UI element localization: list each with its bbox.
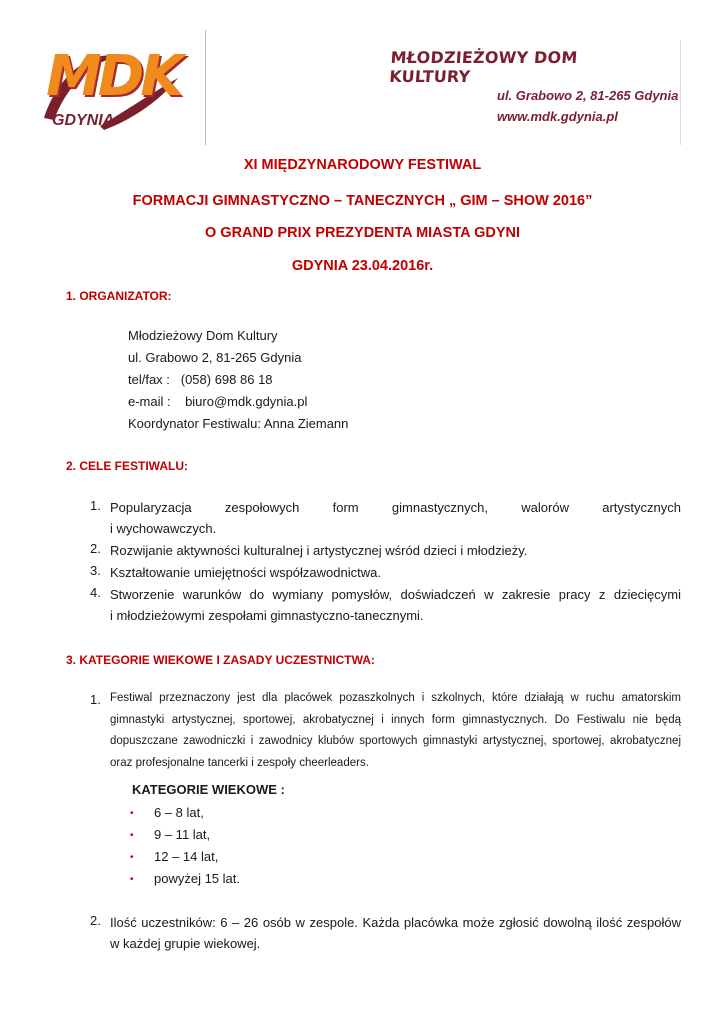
bullet-icon: • <box>130 830 134 841</box>
festival-grand-prix: O GRAND PRIX PREZYDENTA MIASTA GDYNI <box>205 225 520 241</box>
organizer-contact-block <box>128 325 348 435</box>
festival-subtitle: FORMACJI GIMNASTYCZNO – TANECZNYCH „ GIM – SHOW 2016” <box>132 193 593 209</box>
goal-item: Rozwijanie aktywności kulturalnej i artystycznej wśród dzieci i młodzieży. <box>110 543 528 558</box>
header-divider <box>205 30 206 145</box>
goal-number: 4. <box>90 585 101 600</box>
rule-number: 1. <box>90 692 101 707</box>
organizer-email: e-mail : biuro@mdk.gdynia.pl <box>128 394 308 409</box>
institution-address: ul. Grabowo 2, 81-265 Gdynia <box>497 88 679 103</box>
goal-item: Kształtowanie umiejętności współzawodnictwa. <box>110 565 381 580</box>
organizer-coordinator: Koordynator Festiwalu: Anna Ziemann <box>128 416 349 431</box>
organizer-address: ul. Grabowo 2, 81-265 Gdynia <box>128 350 302 365</box>
age-category-item: • 12 – 14 lat, <box>130 849 219 864</box>
header-right-divider <box>680 40 681 145</box>
rule-eligibility: Festiwal przeznaczony jest dla placówek pozaszkolnych i szkolnych, które działają w ruchu amatorskim gimnastyki artystycznej, sportowej, akrobatycznej i innych form gimnastycznych. Do Festiwalu nie będą dopuszczane zawodniczki i zawodnicy klubów sportowych gimnastyki artystycznej, sportowej, akrobatycznej oraz profesjonalne tancerki i zespoły cheerleaders. <box>110 692 681 769</box>
bullet-icon: • <box>130 852 134 863</box>
bullet-icon: • <box>130 808 134 819</box>
goal-number: 2. <box>90 541 101 556</box>
bullet-icon: • <box>130 874 134 885</box>
festival-date: GDYNIA 23.04.2016r. <box>291 258 434 274</box>
section-goals-heading: 2. CELE FESTIWALU: <box>66 459 189 473</box>
age-category-item: • 9 – 11 lat, <box>130 827 211 842</box>
rule-number: 2. <box>90 913 101 928</box>
logo-gdynia-text: GDYNIA <box>52 112 115 129</box>
age-category-item: • 6 – 8 lat, <box>130 805 204 820</box>
mdk-logo <box>40 36 180 136</box>
age-categories-heading: KATEGORIE WIEKOWE : <box>132 782 285 797</box>
organizer-name: Młodzieżowy Dom Kultury <box>128 328 278 343</box>
goal-item: Popularyzacja zespołowych form gimnastycznych, walorów artystycznych i wychowawczych. <box>110 500 681 536</box>
rule-participants: Ilość uczestników: 6 – 26 osób w zespole. Każda placówka może zgłosić dowolną ilość zespołów w każdej grupie wiekowej. <box>110 915 681 951</box>
festival-title: XI MIĘDZYNARODOWY FESTIWAL <box>243 157 482 173</box>
goal-item: Stworzenie warunków do wymiany pomysłów, doświadczeń w zakresie pracy z dziecięcymi i młodzieżowymi zespołami gimnastyczno-tanecznymi. <box>110 587 681 623</box>
institution-name: MŁODZIEŻOWY DOM KULTURY <box>388 48 579 86</box>
logo-mdk-text: MDK <box>46 44 180 109</box>
goal-number: 1. <box>90 498 101 513</box>
age-category-item: • powyżej 15 lat. <box>130 871 240 886</box>
section-categories-heading: 3. KATEGORIE WIEKOWE I ZASADY UCZESTNICTWA: <box>66 653 375 667</box>
letterhead <box>0 0 725 150</box>
organizer-phone: tel/fax : (058) 698 86 18 <box>128 372 273 387</box>
goal-number: 3. <box>90 563 101 578</box>
institution-website: www.mdk.gdynia.pl <box>497 109 618 124</box>
section-organizer-heading: 1. ORGANIZATOR: <box>66 289 172 303</box>
